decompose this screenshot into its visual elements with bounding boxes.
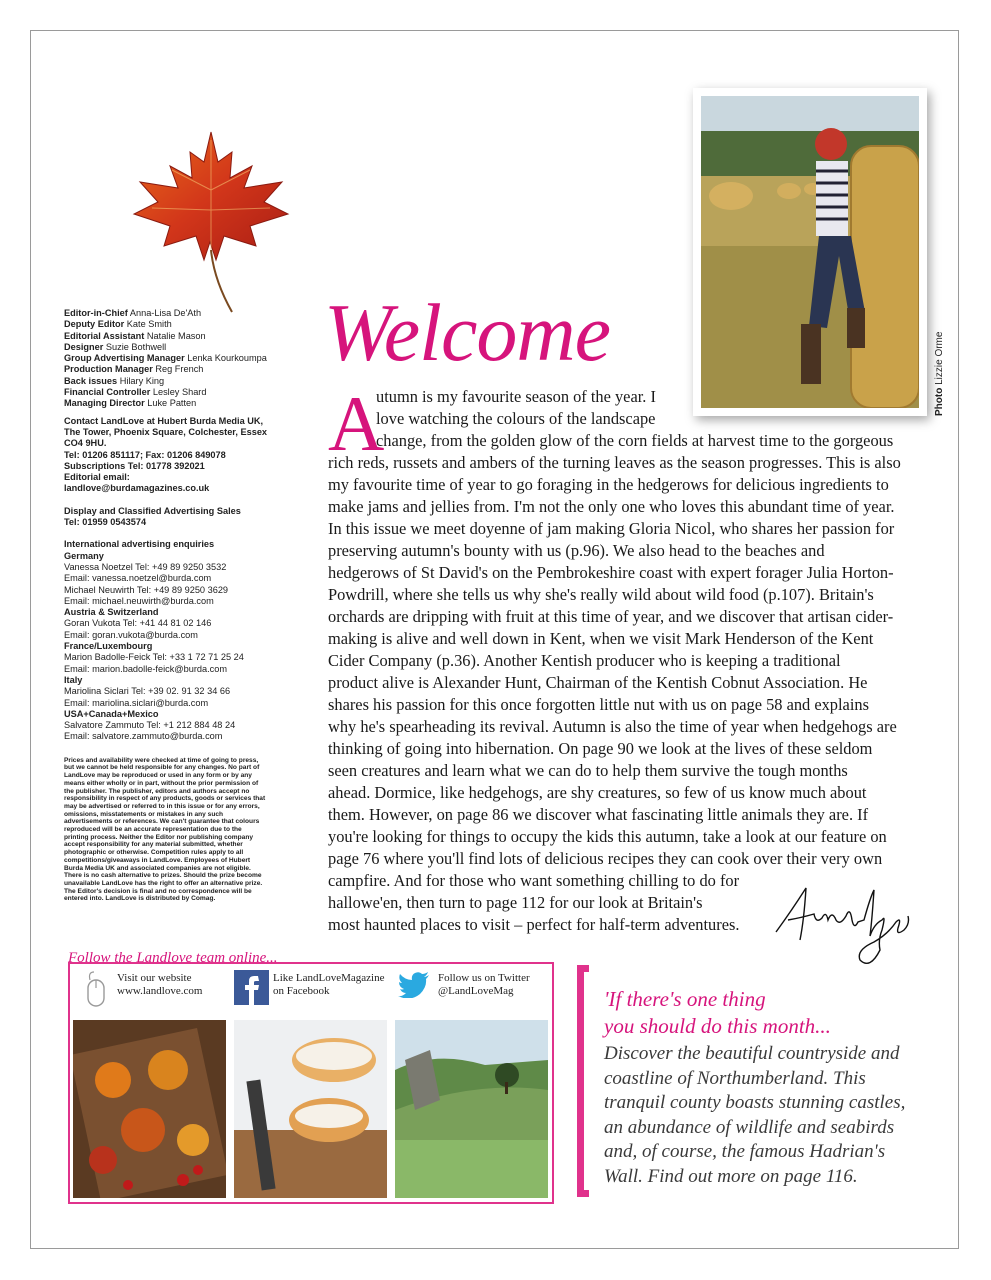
region-country: Italy: [64, 674, 83, 685]
facebook-link[interactable]: Like LandLoveMagazine on Facebook: [273, 972, 385, 997]
body-line: love watching the colours of the landscape: [376, 409, 656, 428]
contact-line: CO4 9HU.: [64, 438, 107, 449]
sales-line: Display and Classified Advertising Sales: [64, 505, 241, 516]
body-line: rich reds, russets and ambers of the turning leaves as the season progresses. This is also: [328, 453, 901, 472]
contact-block: [64, 416, 304, 495]
body-line: shares his passion for this once forgotten little nut with us on page 58 and explains: [328, 695, 869, 714]
email-link[interactable]: landlove@burdamagazines.co.uk: [64, 483, 210, 494]
body-line: them. However, on page 86 we discover what fascinating little animals they are. If: [328, 805, 869, 824]
body-line: Cider Company (p.36). Another Kentish producer who is keeping a traditional: [328, 651, 841, 670]
disclaimer: Prices and availability were checked at time of going to press, but we cannot be held responsible for any changes. No part of LandLove may be reproduced or used in any form or by any means either wholly or in part, without the prior permission of the publisher. The publisher, editors and authors accept no responsibility in respect of any products, goods or services that may be advertised or referred to in this issue or for any errors, omissions, misstatements or mistakes in any such advertisements or references. We can't guarantee that colours reproduced will be an accurate representation due to the printing process. Neither the Editor nor publishing company accept responsibility for any material submitted, whether photographic or otherwise. Competition rules apply to all competitions/giveaways in LandLove. Employees of Hubert Burda Media UK and associated companies are not eligible. There is no cash alternative to prizes. Should the prize become unavailable LandLove has the right to offer an alternative prize. The Editor's decision is final and no correspondence will be entered into. LandLove is distributed by Comag.: [64, 756, 266, 903]
strudel-thumbnail[interactable]: [234, 1020, 387, 1198]
website-link[interactable]: Visit our website www.landlove.com: [117, 972, 203, 997]
body-line: page 76 where you'll find lots of delicious recipes they can cook over their very own: [328, 849, 883, 868]
region-line: Marion Badolle-Feick Tel: +33 1 72 71 25 24: [64, 652, 244, 663]
region-line: Goran Vukota Tel: +41 44 81 02 146: [64, 618, 212, 629]
body-line: campfire. And for those who want something chilling to do for: [328, 871, 740, 890]
northumberland-landscape-thumbnail[interactable]: [395, 1020, 548, 1198]
region-country: USA+Canada+Mexico: [64, 708, 159, 719]
editor-photo: [693, 88, 927, 416]
region-line: Email: mariolina.siclari@burda.com: [64, 697, 209, 708]
intl-block: [64, 539, 304, 742]
body-line: my favourite time of year to go foraging in the hedgerows for delicious ingredients to: [328, 475, 889, 494]
body-line: preserving autumn's bounty with us (p.96). We also head to the beaches and: [328, 541, 825, 560]
sales-line: Tel: 01959 0543574: [64, 517, 147, 528]
masthead-sidebar: [64, 308, 304, 903]
contact-line: The Tower, Phoenix Square, Colchester, Essex: [64, 426, 268, 437]
body-line: utumn is my favourite season of the year. I: [376, 387, 656, 406]
photo-credit: Photo Lizzie Orme: [934, 331, 945, 416]
sales-block: [64, 506, 304, 529]
pullout-bracket: [577, 965, 589, 1197]
body-line: seen creatures and learn what we can do to help them survive the tough months: [328, 761, 848, 780]
body-line: In this issue we meet doyenne of jam making Gloria Nicol, who shares her passion for: [328, 519, 895, 538]
staff-list: [64, 308, 304, 410]
region-country: Germany: [64, 550, 104, 561]
body-line: making is alive and well down in Kent, when we visit Mark Henderson of the Kent: [328, 629, 874, 648]
staff-row: Editor-in-Chief Anna-Lisa De'Ath: [64, 308, 202, 318]
body-line: orchards are dripping with fruit at this time of year, and we discover that artisan cider-: [328, 607, 894, 626]
region-line: Vanessa Noetzel Tel: +49 89 9250 3532: [64, 561, 227, 572]
region-line: Email: goran.vukota@burda.com: [64, 629, 198, 640]
body-line: hallowe'en, then turn to page 112 for our look at Britain's: [328, 893, 703, 912]
region-line: Michael Neuwirth Tel: +49 89 9250 3629: [64, 584, 229, 595]
region-line: Salvatore Zammuto Tel: +1 212 884 48 24: [64, 720, 236, 731]
region-line: Email: salvatore.zammuto@burda.com: [64, 731, 223, 742]
body-line: ahead. Dormice, like hedgehogs, are shy creatures, so few of us know much about: [328, 783, 867, 802]
mouse-icon: [84, 970, 114, 1010]
contact-line: Tel: 01206 851117; Fax: 01206 849078: [64, 449, 226, 460]
staff-row: Back issues Hilary King: [64, 375, 165, 386]
region-country: France/Luxembourg: [64, 641, 153, 652]
facebook-icon[interactable]: [234, 970, 269, 1005]
body-line: why he's spearheading its revival. Autumn is also the time of year when hedgehogs are: [328, 717, 897, 736]
pullout-body: Discover the beautiful countryside and coastline of Northumberland. This tranquil county boasts stunning castles, an abundance of wildlife and seabirds and, of course, the famous Hadrian's Wall. Find out more on page 116.: [604, 1043, 906, 1187]
region-line: Email: marion.badolle-feick@burda.com: [64, 663, 228, 674]
follow-title: Follow the Landlove team online...: [68, 950, 278, 966]
body-line: Powdrill, where she tells us why she's really wild about wild food (p.107). Britain's: [328, 585, 874, 604]
staff-row: Deputy Editor Kate Smith: [64, 319, 172, 330]
staff-row: Editorial Assistant Natalie Mason: [64, 330, 206, 341]
drop-cap: A: [328, 380, 385, 467]
twitter-icon[interactable]: [398, 972, 430, 998]
staff-row: Financial Controller Lesley Shard: [64, 387, 207, 398]
body-line: make jams and jellies from. I'm not the only one who loves this abundant time of year.: [328, 497, 895, 516]
pullout-heading: 'If there's one thing you should do this month...: [604, 987, 831, 1038]
staff-row: Designer Suzie Bothwell: [64, 341, 167, 352]
region-country: Austria & Switzerland: [64, 607, 159, 618]
contact-line: Contact LandLove at Hubert Burda Media UK,: [64, 415, 264, 426]
body-line: change, from the golden glow of the corn fields at harvest time to the gorgeous: [376, 431, 894, 450]
body-line: thinking of going into hibernation. On page 90 we look at the lives of these seldom: [328, 739, 873, 758]
body-line: hedgerows of St David's on the Pembrokeshire coast with expert forager Julia Horton-: [328, 563, 894, 582]
autumn-leaves-thumbnail[interactable]: [73, 1020, 226, 1198]
staff-row: Production Manager Reg French: [64, 364, 204, 375]
body-line: you're looking for things to occupy the kids this autumn, take a look at our feature on: [328, 827, 887, 846]
maple-leaf-image: [132, 130, 290, 315]
region-line: Email: vanessa.noetzel@burda.com: [64, 573, 212, 584]
region-line: Email: michael.neuwirth@burda.com: [64, 595, 214, 606]
field-photo-image: [701, 96, 919, 408]
contact-line: Subscriptions Tel: 01778 392021: [64, 460, 205, 471]
editor-letter-body: [328, 380, 901, 936]
welcome-heading: Welcome: [324, 287, 610, 378]
intl-heading: International advertising enquiries: [64, 539, 215, 550]
editor-signature: [770, 880, 915, 970]
contact-line: Editorial email:: [64, 472, 130, 483]
twitter-link[interactable]: Follow us on Twitter @LandLoveMag: [438, 972, 530, 997]
region-line: Mariolina Siclari Tel: +39 02. 91 32 34 66: [64, 686, 231, 697]
staff-row: Managing Director Luke Patten: [64, 398, 197, 409]
staff-row: Group Advertising Manager Lenka Kourkoumpa: [64, 353, 267, 364]
body-line: most haunted places to visit – perfect for half-term adventures.: [328, 915, 740, 934]
body-line: product alive is Alexander Hunt, Chairman of the Kentish Cobnut Association. He: [328, 673, 868, 692]
